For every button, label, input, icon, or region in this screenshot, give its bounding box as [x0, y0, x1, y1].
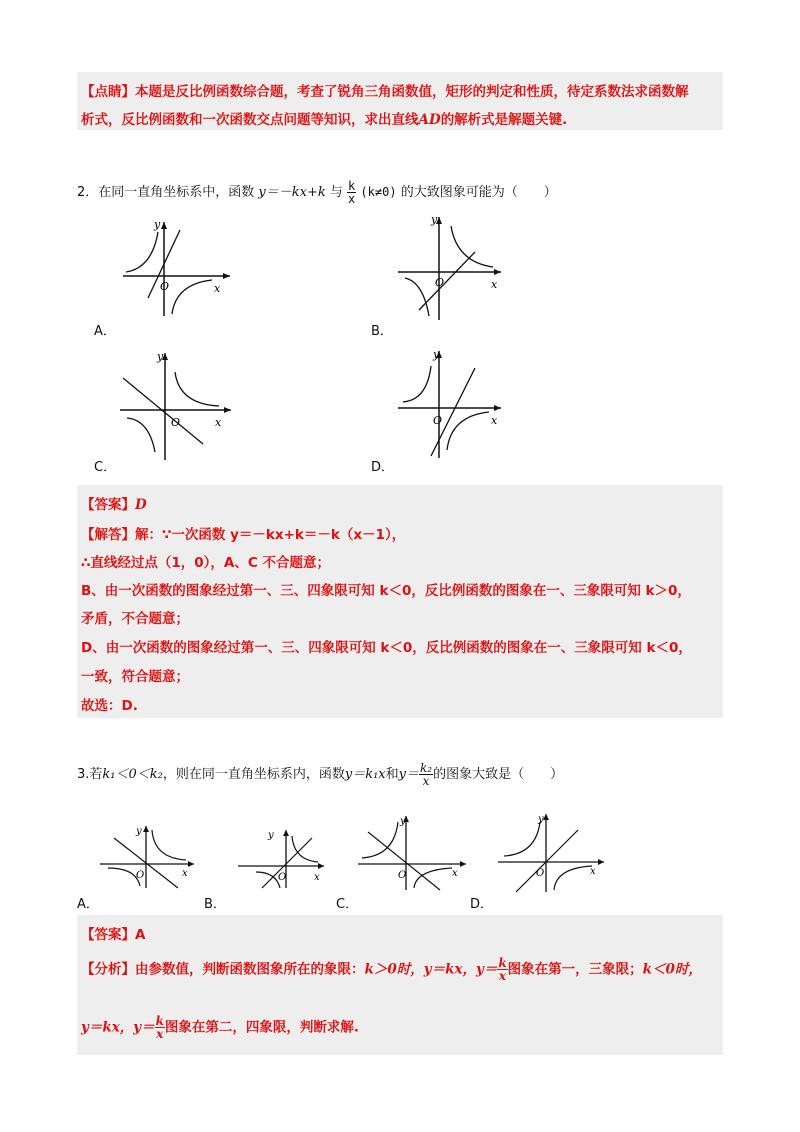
q3-graph-d — [494, 810, 610, 894]
svg-text:y: y — [433, 348, 440, 361]
svg-text:O: O — [171, 416, 181, 429]
question-3: 3.若k₁＜0＜k₂，则在同一直角坐标系内，函数y＝k₁x和y＝ $\frac{\text{k₂}}{x}$ 的图象大致是（ ） — [77, 761, 564, 788]
q3-option-d: D． — [470, 897, 494, 912]
solution-line-3: B、由一次函数的图象经过第一、三、四象限可知 k＜0，反比例函数的图象在一、三象限可知 k＞0， — [81, 583, 691, 599]
svg-text:y: y — [136, 826, 142, 837]
analysis-line-1: 【分析】由参数值，判断函数图象所在的象限：k＞0时，y＝kx，y＝ $\frac{k}{x}$ 图象在第一，三象限；k＜0时， — [81, 956, 702, 983]
q3-graph-b — [236, 826, 328, 890]
answer-box-q3 — [77, 915, 723, 1055]
q2-graph-d — [395, 346, 515, 462]
svg-text:x: x — [452, 868, 458, 879]
svg-text:x: x — [491, 414, 498, 427]
solution-line-7: 故选：D. — [81, 698, 138, 714]
origin-label: O — [160, 280, 170, 293]
solution-line-5: D、由一次函数的图象经过第一、三、四象限可知 k＜0，反比例函数的图象在一、三象限可知 k＜0， — [81, 640, 692, 656]
q3-option-c: C． — [336, 897, 359, 912]
q3-graph-c — [354, 812, 470, 892]
comment-line-1: 【点睛】本题是反比例函数综合题，考查了锐角三角函数值，矩形的判定和性质，待定系数法求函数解 — [81, 84, 689, 100]
svg-text:O: O — [278, 872, 287, 883]
svg-text:x: x — [314, 872, 320, 883]
svg-text:x: x — [215, 416, 222, 429]
q2-fraction: $\frac{k}{x}$ — [348, 179, 356, 206]
svg-text:x: x — [182, 868, 188, 879]
svg-text:x: x — [491, 278, 498, 291]
q2-graph-b — [395, 212, 515, 322]
answer-box-q2 — [77, 485, 723, 718]
svg-text:y: y — [157, 350, 164, 363]
q3-option-a: A． — [77, 897, 99, 912]
svg-text:y: y — [268, 830, 274, 841]
svg-text:y: y — [538, 814, 544, 825]
svg-text:y: y — [400, 816, 406, 827]
comment-line-2: 析式，反比例函数和一次函数交点问题等知识，求出直线AD的解析式是解题关键. — [81, 112, 568, 128]
q2-graph-a — [118, 218, 238, 318]
solution-line-1: 【解答】解：∵一次函数 y＝－kx+k＝－k（x－1）， — [81, 527, 406, 543]
q2-option-a: A． — [94, 324, 116, 339]
svg-text:y: y — [431, 213, 438, 226]
comment-box — [77, 72, 723, 130]
q2-option-b: B． — [371, 324, 393, 339]
svg-text:O: O — [435, 276, 445, 289]
svg-text:O: O — [433, 414, 443, 427]
solution-line-4: 矛盾，不合题意； — [81, 611, 189, 627]
svg-text:O: O — [536, 868, 545, 879]
q3-option-b: B． — [204, 897, 226, 912]
solution-line-2: ∴直线经过点（1，0），A、C 不合题意； — [81, 555, 330, 571]
svg-text:O: O — [398, 870, 407, 881]
q2-option-c: C． — [94, 460, 117, 475]
analysis-line-2: y＝kx，y＝ $\frac{k}{x}$ 图象在第二，四象限，判断求解. — [81, 1014, 360, 1041]
y-axis-label: y — [154, 218, 161, 231]
q2-option-d: D． — [371, 460, 395, 475]
svg-text:O: O — [136, 870, 145, 881]
q3-graph-a — [98, 822, 198, 890]
svg-text:x: x — [590, 866, 596, 877]
q3-fraction: $\frac{\text{k₂}}{x}$ — [420, 761, 433, 788]
solution-line-6: 一致，符合题意； — [81, 669, 189, 685]
answer-line: 【答案】D — [81, 497, 147, 513]
q2-graph-c — [115, 348, 240, 463]
question-2: 2．在同一直角坐标系中，函数 y＝－kx+k 与 $\frac{k}{x}$ (k≠0) 的大致图象可能为（ ） — [77, 179, 557, 206]
answer-line: 【答案】A — [81, 927, 146, 943]
x-axis-label: x — [214, 282, 221, 295]
